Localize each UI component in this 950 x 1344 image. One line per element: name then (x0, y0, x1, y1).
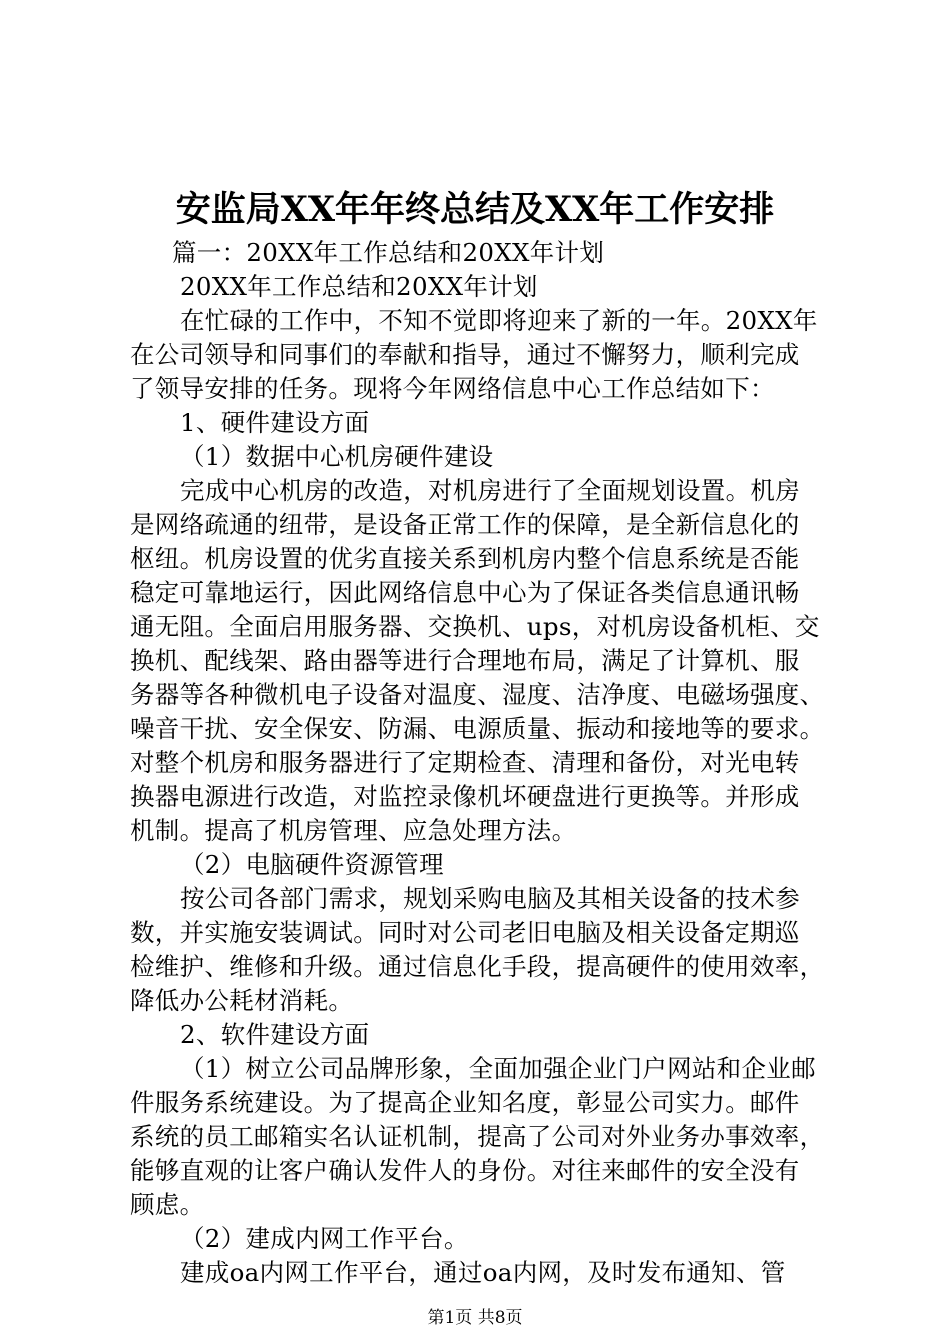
paragraph-line: 务器等各种微机电子设备对温度、湿度、洁净度、电磁场强度、 (130, 680, 825, 709)
paragraph-line: 完成中心机房的改造，对机房进行了全面规划设置。机房 (180, 476, 800, 505)
subsection-heading: （1）数据中心机房硬件建设 (180, 442, 494, 471)
paragraph-line: 在公司领导和同事们的奉献和指导，通过不懈努力，顺利完成 (130, 340, 800, 369)
paragraph-line: 机制。提高了机房管理、应急处理方法。 (130, 816, 577, 845)
paragraph-line: 按公司各部门需求，规划采购电脑及其相关设备的技术参 (180, 884, 800, 913)
paragraph-line: 篇一：20XX年工作总结和20XX年计划 (172, 238, 605, 267)
paragraph-line: 对整个机房和服务器进行了定期检查、清理和备份，对光电转 (130, 748, 800, 777)
paragraph-line: 换机、配线架、路由器等进行合理地布局，满足了计算机、服 (130, 646, 800, 675)
paragraph-line: 建成oa内网工作平台，通过oa内网，及时发布通知、管 (180, 1258, 786, 1287)
paragraph-line: 了领导安排的任务。现将今年网络信息中心工作总结如下： (130, 374, 775, 403)
document-title: 安监局XX年年终总结及XX年工作安排 (175, 189, 775, 230)
paragraph-line: 稳定可靠地运行，因此网络信息中心为了保证各类信息通讯畅 (130, 578, 800, 607)
subsection-heading: （2）建成内网工作平台。 (180, 1224, 469, 1253)
paragraph-line: 枢纽。机房设置的优劣直接关系到机房内整个信息系统是否能 (130, 544, 800, 573)
page-number: 第1页 共8页 (427, 1308, 523, 1328)
section-heading: 1、硬件建设方面 (180, 408, 370, 437)
paragraph-line: 是网络疏通的纽带，是设备正常工作的保障，是全新信息化的 (130, 510, 800, 539)
paragraph-line: 降低办公耗材消耗。 (130, 986, 354, 1015)
paragraph-line: 能够直观的让客户确认发件人的身份。对往来邮件的安全没有 (130, 1156, 800, 1185)
paragraph-line: 噪音干扰、安全保安、防漏、电源质量、振动和接地等的要求。 (130, 714, 825, 743)
paragraph-line: （1）树立公司品牌形象，全面加强企业门户网站和企业邮 (180, 1054, 816, 1083)
paragraph-line: 顾虑。 (130, 1190, 205, 1219)
paragraph-line: 检维护、维修和升级。通过信息化手段，提高硬件的使用效率， (130, 952, 825, 981)
paragraph-line: 在忙碌的工作中，不知不觉即将迎来了新的一年。20XX年 (180, 306, 818, 335)
paragraph-line: 件服务系统建设。为了提高企业知名度，彰显公司实力。邮件 (130, 1088, 800, 1117)
paragraph-line: 通无阻。全面启用服务器、交换机、ups，对机房设备机柜、交 (130, 612, 820, 641)
paragraph-line: 数，并实施安装调试。同时对公司老旧电脑及相关设备定期巡 (130, 918, 800, 947)
paragraph-line: 系统的员工邮箱实名认证机制，提高了公司对外业务办事效率， (130, 1122, 825, 1151)
paragraph-line: 换器电源进行改造，对监控录像机坏硬盘进行更换等。并形成 (130, 782, 800, 811)
paragraph-line: 20XX年工作总结和20XX年计划 (180, 272, 538, 301)
subsection-heading: （2）电脑硬件资源管理 (180, 850, 444, 879)
section-heading: 2、软件建设方面 (180, 1020, 370, 1049)
